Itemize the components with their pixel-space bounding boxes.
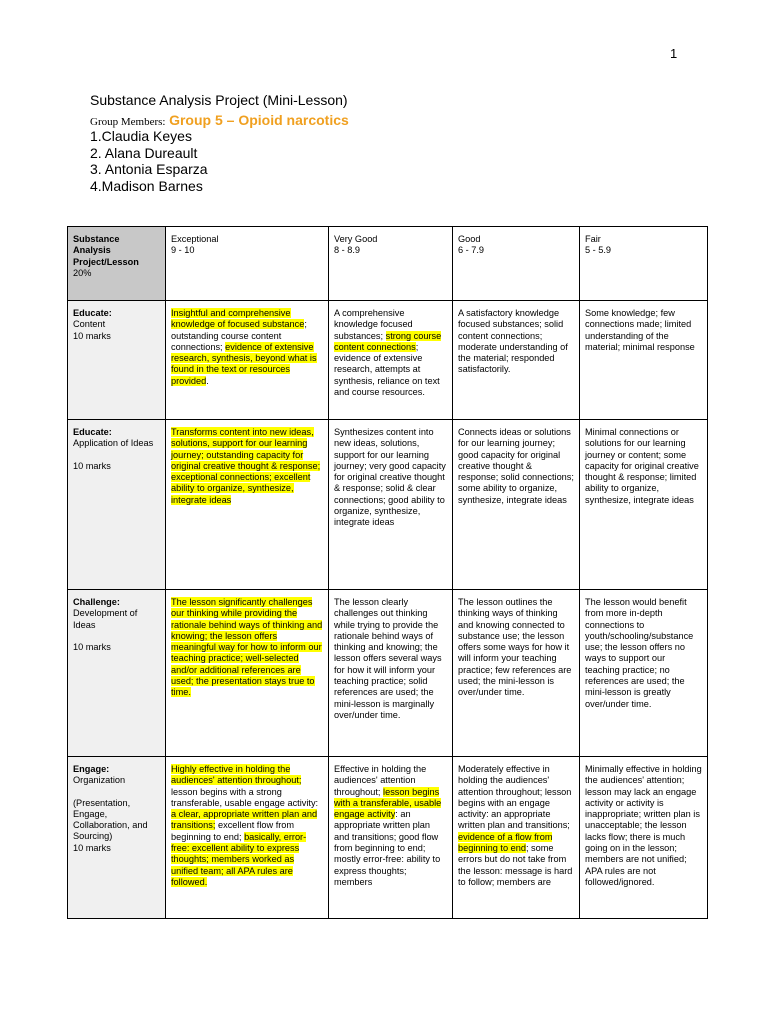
criterion-cell [68, 301, 166, 420]
rubric-body [68, 301, 708, 919]
group-name: Group 5 – Opioid narcotics [169, 112, 349, 128]
level-header [329, 227, 453, 301]
descriptor-text: Moderately effective in holding the audiences' attention throughout; lesson begins with an engage activity: an appropriate written plan and transitions; [458, 764, 572, 831]
descriptor-cell [580, 420, 708, 590]
rubric-table [67, 226, 708, 919]
member-item: 1.Claudia Keyes [90, 128, 192, 144]
corner-line: Analysis [73, 245, 111, 256]
corner-line: Project/Lesson [73, 256, 139, 267]
criterion-line: Development of Ideas [73, 608, 138, 630]
criterion-title: Engage: [73, 764, 110, 774]
criterion-title: Educate: [73, 427, 112, 437]
rubric-row [68, 757, 708, 919]
descriptor-cell [166, 757, 329, 919]
page-title: Substance Analysis Project (Mini-Lesson) [90, 92, 348, 108]
descriptor-cell [580, 757, 708, 919]
level-label: Good [458, 234, 481, 244]
descriptor-cell [329, 757, 453, 919]
level-header [453, 227, 580, 301]
descriptor-text: The lesson clearly challenges out thinking while trying to provide the rationale behind ways of thinking and knowing; the lesson offers several ways for how it will inform your teaching practice; solid references are used; the mini-lesson is marginally over/under time. [334, 597, 442, 720]
descriptor-text: The lesson outlines the thinking ways of thinking and knowing connected to substance use; the lesson offers some ways for how it will inform your teaching practice; few references are used; the mini-lesson is over/under time. [458, 597, 572, 698]
descriptor-text: Some knowledge; few connections made; limited understanding of the material; minimal response [585, 308, 695, 352]
descriptor-cell [166, 420, 329, 590]
descriptor-text: A comprehensive knowledge focused substances; [334, 308, 413, 341]
group-line [90, 112, 349, 128]
rubric-row [68, 301, 708, 420]
highlighted-text: evidence of a flow from beginning to end [458, 831, 553, 854]
descriptor-text: ; some errors but do not take from the lesson: message is hard to follow; members are [458, 843, 573, 887]
level-range: 8 - 8.9 [334, 245, 361, 256]
descriptor-cell [166, 301, 329, 420]
descriptor-text: Connects ideas or solutions for our learning journey; good capacity for original creative thought & response; solid connections; some ability to organize, synthesize, integrate ideas [458, 427, 574, 505]
criterion-title: Challenge: [73, 597, 120, 607]
descriptor-cell [329, 420, 453, 590]
descriptor-text: The lesson would benefit from more in-depth connections to youth/schooling/substance use; the lesson offers no ways to support our teaching practice; no references are used; the mini-lesson is greatly over/under time. [585, 597, 694, 709]
rubric-row [68, 590, 708, 757]
descriptor-cell [453, 420, 580, 590]
criterion-line [73, 450, 160, 461]
descriptor-text: Effective in holding the audiences' attention throughout; [334, 764, 427, 797]
level-header [166, 227, 329, 301]
highlighted-text: strong course content connections [334, 330, 442, 352]
criterion-line [73, 787, 160, 798]
level-range: 6 - 7.9 [458, 245, 485, 256]
descriptor-cell [580, 590, 708, 757]
highlighted-text: Transforms content into new ideas, solutions, support for our learning journey; outstanding capacity for original creative thought & response; exceptional connections; excellent ability to organize, synthesize, integrate ideas [171, 427, 321, 505]
descriptor-cell [453, 301, 580, 420]
page-number: 1 [670, 46, 678, 61]
highlighted-text: lesson begins with a transferable, usable engage activity [334, 786, 442, 820]
criterion-cell [68, 420, 166, 590]
criterion-line: 10 marks [73, 842, 111, 853]
rubric-header-row [68, 227, 708, 301]
descriptor-text: lesson begins with a strong transferable, usable engage activity: [171, 786, 319, 808]
descriptor-text: : an appropriate written plan and transitions; good flow from beginning to end; mostly error-free: ability to express thoughts; members [334, 809, 441, 887]
corner-line: Substance [73, 234, 120, 244]
descriptor-cell [329, 301, 453, 420]
highlighted-text: a clear, appropriate written plan and transitions; [171, 809, 318, 831]
criterion-cell [68, 590, 166, 757]
rubric-corner-cell [68, 227, 166, 301]
member-list [90, 128, 208, 194]
descriptor-text: Minimally effective in holding the audiences' attention; lesson may lack an engage activity or activity is inappropriate; written plan is unacceptable; the lesson lacks flow; there is much going on in the lesson; members are not unified; APA rules are not followed/ignored. [585, 764, 702, 887]
group-members-label: Group Members: [90, 116, 166, 128]
highlighted-text: basically, error-free: excellent ability to express thoughts; members worked as unified team; all APA rules are followed. [171, 831, 307, 887]
descriptor-text: Minimal connections or solutions for our learning journey or content; some capacity for original creative thought & response; limited ability to organize, synthesize, integrate ideas [585, 427, 699, 505]
descriptor-text: ; evidence of extensive research, attempts at synthesis, reliance on text and course resources. [334, 341, 440, 398]
corner-line: 20% [73, 267, 92, 278]
highlighted-text: Highly effective in holding the audiences' attention throughout; [171, 764, 302, 786]
descriptor-text: ; outstanding course content connections; [171, 319, 307, 352]
member-item: 4.Madison Barnes [90, 177, 203, 194]
criterion-title: Educate: [73, 308, 112, 318]
criterion-line: (Presentation, Engage, Collaboration, and Sourcing) [73, 797, 148, 842]
highlighted-text: The lesson significantly challenges our thinking while providing the rationale behind ways of thinking and knowing; the lesson offers meaningful way for how to inform our teaching practice; well-selected and/or additional references are used; the presentation stays true to time. [171, 597, 323, 698]
criterion-cell [68, 757, 166, 919]
highlighted-text: Insightful and comprehensive knowledge of focused substance [171, 308, 305, 330]
level-label: Very Good [334, 234, 378, 244]
descriptor-cell [453, 757, 580, 919]
criterion-line: Application of Ideas [73, 438, 154, 449]
descriptor-text: Synthesizes content into new ideas, solutions, support for our learning journey; very good capacity for original creative thought & response; solid & clear connections; good ability to organize, synthesize, integrate ideas [334, 427, 446, 528]
criterion-line: Organization [73, 775, 126, 786]
rubric-row [68, 420, 708, 590]
descriptor-cell [580, 301, 708, 420]
criterion-line: Content [73, 319, 106, 330]
level-label: Exceptional [171, 234, 219, 244]
criterion-line: 10 marks [73, 330, 111, 341]
descriptor-text: . [206, 375, 209, 386]
level-range: 5 - 5.9 [585, 245, 612, 256]
criterion-line: 10 marks [73, 641, 111, 652]
descriptor-cell [453, 590, 580, 757]
descriptor-text: A satisfactory knowledge focused substances; solid content connections; moderate understanding of the material; responded satisfactorily. [458, 308, 568, 375]
descriptor-cell [166, 590, 329, 757]
descriptor-text: excellent flow from beginning to end; [171, 820, 295, 842]
descriptor-cell [329, 590, 453, 757]
criterion-line: 10 marks [73, 460, 111, 471]
level-header [580, 227, 708, 301]
level-label: Fair [585, 234, 601, 244]
member-item: 2. Alana Dureault [90, 144, 198, 161]
highlighted-text: evidence of extensive research, synthesis, beyond what is found in the text or resources provided [171, 341, 317, 386]
member-item: 3. Antonia Esparza [90, 161, 208, 177]
level-range: 9 - 10 [171, 245, 195, 256]
criterion-line [73, 631, 160, 642]
